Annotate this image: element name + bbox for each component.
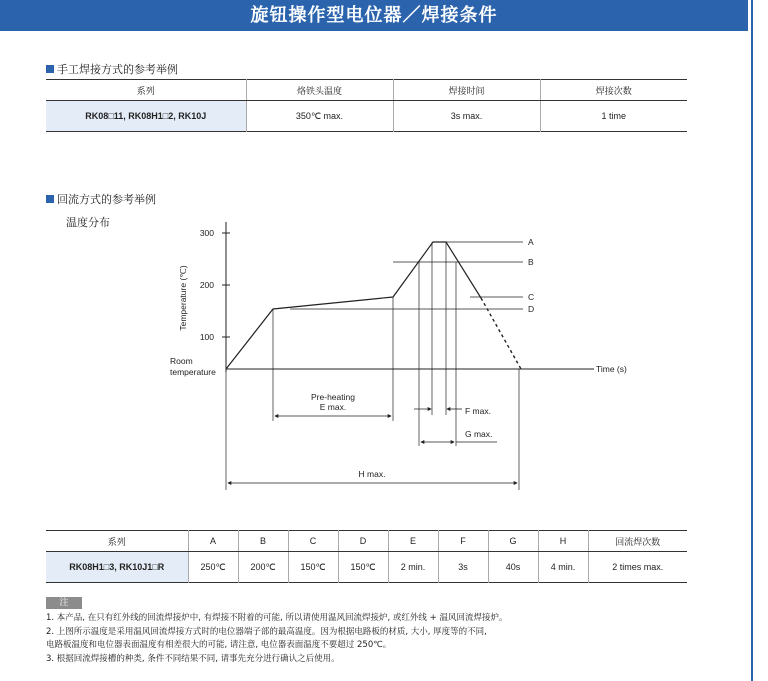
note-line: 2. 上图所示温度是采用温风回流焊接方式时的电位器端子部的最高温度。因为根据电路板的材质, 大小, 厚度等的不同,: [46, 626, 487, 637]
col-header-solder-count: 焊接次数: [540, 80, 687, 101]
col-header-f: F: [438, 531, 488, 552]
notes-block: [46, 612, 507, 666]
cell-series: RK08H1□3, RK10J1□R: [46, 552, 188, 583]
col-header-c: C: [288, 531, 338, 552]
cell-g: 40s: [488, 552, 538, 583]
cell-b: 200℃: [238, 552, 288, 583]
note-line: 1. 本产品, 在只有红外线的回流焊接炉中, 有焊接不附着的可能, 所以请使用温风回流焊接炉, 或红外线 + 温风回流焊接炉。: [46, 613, 508, 623]
h-label: H max.: [358, 469, 386, 479]
page-title: 旋钮操作型电位器／焊接条件: [250, 5, 498, 26]
cell-f: 3s: [438, 552, 488, 583]
col-header-reflow-count: 回流焊次数: [588, 531, 687, 552]
notes-badge: 注: [46, 597, 82, 609]
cell-series: RK08□11, RK08H1□2, RK10J: [46, 101, 246, 132]
col-header-solder-time: 焊接时间: [393, 80, 540, 101]
f-label: F max.: [465, 406, 491, 416]
col-header-h: H: [538, 531, 588, 552]
marker-b: B: [528, 257, 534, 267]
col-header-series: 系列: [46, 80, 246, 101]
room-temp-label-1: Room: [170, 356, 193, 366]
cell-h: 4 min.: [538, 552, 588, 583]
cell-d: 150℃: [338, 552, 388, 583]
col-header-g: G: [488, 531, 538, 552]
preheat-label-2: E max.: [319, 402, 347, 412]
marker-d: D: [528, 304, 535, 314]
table-header-row: [46, 531, 687, 552]
g-label: G max.: [465, 429, 493, 439]
table-row: [46, 552, 687, 583]
marker-c: C: [528, 292, 535, 302]
col-header-d: D: [338, 531, 388, 552]
y-axis-label: Temperature (℃): [178, 265, 188, 331]
cell-c: 150℃: [288, 552, 338, 583]
y-tick-label-300: 300: [199, 228, 214, 238]
cell-reflow-count: 2 times max.: [588, 552, 687, 583]
cell-e: 2 min.: [388, 552, 438, 583]
x-axis-label: Time (s): [596, 364, 627, 374]
cell-solder-count: 1 time: [540, 101, 687, 132]
col-header-b: B: [238, 531, 288, 552]
note-line: 电路板温度和电位器表面温度有相差很大的可能, 请注意, 电位器表面温度不要超过 250℃。: [46, 640, 392, 650]
manual-section-title: 手工焊接方式的参考举例: [57, 63, 178, 76]
reflow-section-title: 回流方式的参考举例: [57, 193, 156, 206]
cell-a: 250℃: [188, 552, 238, 583]
marker-a: A: [528, 237, 534, 247]
preheat-label-1: Pre-heating: [311, 392, 355, 402]
col-header-a: A: [188, 531, 238, 552]
col-header-series: 系列: [46, 531, 188, 552]
cell-tip-temp: 350℃ max.: [246, 101, 393, 132]
note-line: 3. 根据回流焊接槽的种类, 条件不同结果不同, 请事先充分进行确认之后使用。: [46, 653, 340, 664]
temperature-profile-line: [226, 242, 481, 369]
cell-solder-time: 3s max.: [393, 101, 540, 132]
reflow-conditions-table: [46, 530, 687, 583]
y-tick-label-100: 100: [199, 332, 214, 342]
room-temp-label-2: temperature: [170, 367, 216, 377]
col-header-tip-temp: 烙铁头温度: [246, 80, 393, 101]
temperature-profile-label: 温度分布: [66, 216, 110, 229]
col-header-e: E: [388, 531, 438, 552]
y-tick-label-200: 200: [199, 280, 214, 290]
